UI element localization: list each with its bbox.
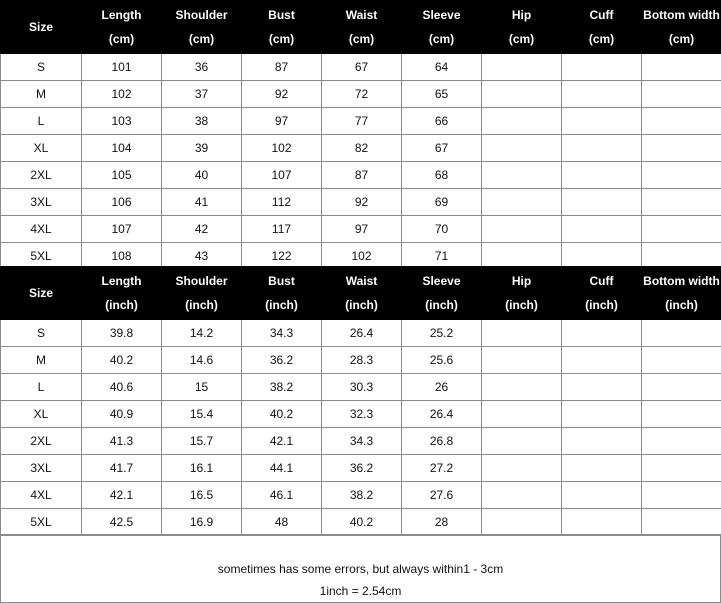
size-table-body [1, 320, 721, 536]
measurement-cell: 36.2 [322, 455, 402, 482]
size-cell: 4XL [1, 216, 82, 243]
column-header-name: Size [28, 286, 53, 300]
column-header-unit: (inch) [345, 298, 378, 312]
size-cell: 2XL [1, 428, 82, 455]
measurement-cell [482, 509, 562, 536]
table-row [1, 81, 721, 108]
size-cell: 2XL [1, 162, 82, 189]
measurement-cell: 67 [322, 54, 402, 81]
measurement-cell: 34.3 [322, 428, 402, 455]
measurement-cell: 102 [322, 243, 402, 270]
column-header-unit: (cm) [108, 32, 135, 46]
measurement-cell: 39.8 [82, 320, 162, 347]
measurement-cell [482, 455, 562, 482]
column-header-unit: (cm) [428, 32, 455, 46]
column-header-unit: (cm) [348, 32, 375, 46]
column-header [322, 267, 402, 320]
measurement-cell: 105 [82, 162, 162, 189]
column-header [402, 267, 482, 320]
measurement-cell: 44.1 [242, 455, 322, 482]
measurement-cell [562, 54, 642, 81]
column-header [242, 1, 322, 54]
measurement-cell [482, 216, 562, 243]
table-row [1, 54, 721, 81]
measurement-cell: 30.3 [322, 374, 402, 401]
size-cell: XL [1, 401, 82, 428]
measurement-cell: 38.2 [322, 482, 402, 509]
measurement-cell: 106 [82, 189, 162, 216]
column-header [1, 267, 82, 320]
measurement-cell: 107 [242, 162, 322, 189]
table-row [1, 135, 721, 162]
header-row [1, 1, 721, 54]
measurement-cell: 16.5 [162, 482, 242, 509]
table-row [1, 216, 721, 243]
measurement-cell [482, 320, 562, 347]
measurement-cell: 36 [162, 54, 242, 81]
measurement-cell: 64 [402, 54, 482, 81]
measurement-cell: 40.2 [242, 401, 322, 428]
measurement-cell [642, 455, 721, 482]
size-cell: S [1, 320, 82, 347]
measurement-cell: 41 [162, 189, 242, 216]
column-header-unit: (inch) [585, 298, 618, 312]
size-cell: 5XL [1, 243, 82, 270]
measurement-cell: 28 [402, 509, 482, 536]
inch-conversion-note: 1inch = 2.54cm [319, 584, 402, 598]
column-header-name: Sleeve [422, 8, 461, 22]
measurement-cell: 38 [162, 108, 242, 135]
measurement-cell: 34.3 [242, 320, 322, 347]
column-header [82, 1, 162, 54]
column-header-unit: (cm) [668, 32, 695, 46]
measurement-cell: 28.3 [322, 347, 402, 374]
column-header-name: Bust [268, 8, 295, 22]
column-header-unit: (inch) [665, 298, 698, 312]
measurement-cell: 25.2 [402, 320, 482, 347]
measurement-cell: 87 [242, 54, 322, 81]
column-header-name: Length [101, 274, 142, 288]
column-header-unit: (cm) [508, 32, 535, 46]
measurement-cell [562, 455, 642, 482]
column-header-name: Hip [511, 8, 532, 22]
measurement-cell: 70 [402, 216, 482, 243]
measurement-cell [562, 428, 642, 455]
measurement-cell [642, 135, 721, 162]
column-header-unit: (inch) [265, 298, 298, 312]
measurement-cell [482, 81, 562, 108]
measurement-cell [562, 162, 642, 189]
measurement-cell: 107 [82, 216, 162, 243]
measurement-cell: 25.6 [402, 347, 482, 374]
measurement-cell [562, 401, 642, 428]
column-header-unit: (cm) [268, 32, 295, 46]
measurement-cell [562, 482, 642, 509]
measurement-cell [482, 401, 562, 428]
measurement-cell: 102 [242, 135, 322, 162]
measurement-cell [562, 509, 642, 536]
column-header [242, 267, 322, 320]
measurement-cell: 117 [242, 216, 322, 243]
measurement-cell: 71 [402, 243, 482, 270]
measurement-cell: 26.8 [402, 428, 482, 455]
measurement-cell [642, 81, 721, 108]
size-cell: 5XL [1, 509, 82, 536]
measurement-cell: 41.3 [82, 428, 162, 455]
column-header [482, 267, 562, 320]
column-header-name: Sleeve [422, 274, 461, 288]
size-cell: 4XL [1, 482, 82, 509]
measurement-cell: 69 [402, 189, 482, 216]
column-header-unit: (inch) [185, 298, 218, 312]
size-table-header [1, 1, 721, 54]
column-header-name: Cuff [589, 8, 614, 22]
measurement-cell: 43 [162, 243, 242, 270]
measurement-cell: 103 [82, 108, 162, 135]
measurement-cell: 26 [402, 374, 482, 401]
measurement-cell: 97 [322, 216, 402, 243]
size-cell: L [1, 108, 82, 135]
column-header [562, 1, 642, 54]
measurement-cell: 66 [402, 108, 482, 135]
measurement-cell [562, 135, 642, 162]
measurement-cell: 92 [322, 189, 402, 216]
column-header-name: Shoulder [175, 274, 228, 288]
size-table-inch [0, 266, 721, 536]
column-header-unit: (cm) [188, 32, 215, 46]
size-cell: 3XL [1, 455, 82, 482]
measurement-cell: 40.6 [82, 374, 162, 401]
column-header-unit: (inch) [505, 298, 538, 312]
measurement-cell [482, 482, 562, 509]
column-header [402, 1, 482, 54]
measurement-cell: 67 [402, 135, 482, 162]
measurement-cell [562, 320, 642, 347]
measurement-cell: 42 [162, 216, 242, 243]
measurement-cell: 92 [242, 81, 322, 108]
measurement-cell [562, 374, 642, 401]
measurement-cell: 122 [242, 243, 322, 270]
measurement-cell: 40.9 [82, 401, 162, 428]
measurement-cell: 101 [82, 54, 162, 81]
header-row [1, 267, 721, 320]
column-header [562, 267, 642, 320]
measurement-cell [562, 108, 642, 135]
measurement-cell: 108 [82, 243, 162, 270]
size-cell: L [1, 374, 82, 401]
measurement-cell: 32.3 [322, 401, 402, 428]
table-row [1, 162, 721, 189]
size-table-body [1, 54, 721, 270]
column-header-name: Bottom width [643, 274, 720, 288]
measurement-cell: 40 [162, 162, 242, 189]
measurement-cell: 40.2 [322, 509, 402, 536]
column-header-unit: (cm) [588, 32, 615, 46]
column-header [482, 1, 562, 54]
measurement-cell: 82 [322, 135, 402, 162]
measurement-cell [482, 54, 562, 81]
table-row [1, 108, 721, 135]
measurement-cell: 46.1 [242, 482, 322, 509]
size-table-header [1, 267, 721, 320]
size-cell: M [1, 81, 82, 108]
column-header-name: Hip [511, 274, 532, 288]
column-header-name: Waist [345, 8, 378, 22]
measurement-cell: 16.1 [162, 455, 242, 482]
column-header [642, 1, 721, 54]
measurement-cell [642, 347, 721, 374]
table-row [1, 374, 721, 401]
measurement-cell: 15.7 [162, 428, 242, 455]
measurement-cell: 42.1 [82, 482, 162, 509]
measurement-cell [482, 162, 562, 189]
table-row [1, 482, 721, 509]
measurement-cell [642, 216, 721, 243]
measurement-cell: 77 [322, 108, 402, 135]
table-row [1, 401, 721, 428]
measurement-cell [482, 108, 562, 135]
table-row [1, 509, 721, 536]
measurement-cell [642, 482, 721, 509]
measurement-cell: 40.2 [82, 347, 162, 374]
table-row [1, 347, 721, 374]
measurement-cell [642, 374, 721, 401]
column-header-name: Bottom width [643, 8, 720, 22]
measurement-cell: 26.4 [402, 401, 482, 428]
table-row [1, 428, 721, 455]
measurement-cell [642, 162, 721, 189]
measurement-cell: 36.2 [242, 347, 322, 374]
measurement-cell [642, 320, 721, 347]
table-row [1, 189, 721, 216]
measurement-cell: 39 [162, 135, 242, 162]
column-header [162, 267, 242, 320]
column-header-name: Size [28, 20, 53, 34]
measurement-cell: 68 [402, 162, 482, 189]
measurement-cell: 27.2 [402, 455, 482, 482]
measurement-cell [482, 135, 562, 162]
measurement-cell: 48 [242, 509, 322, 536]
column-header [1, 1, 82, 54]
measurement-cell [642, 509, 721, 536]
measurement-cell [562, 81, 642, 108]
measurement-cell: 38.2 [242, 374, 322, 401]
measurement-cell: 42.1 [242, 428, 322, 455]
measurement-cell [482, 374, 562, 401]
measurement-cell: 15 [162, 374, 242, 401]
measurement-cell: 42.5 [82, 509, 162, 536]
column-header [642, 267, 721, 320]
measurement-cell: 112 [242, 189, 322, 216]
measurement-cell: 27.6 [402, 482, 482, 509]
measurement-footnote [0, 534, 721, 603]
measurement-cell: 14.2 [162, 320, 242, 347]
measurement-cell [482, 428, 562, 455]
size-table-cm [0, 0, 721, 270]
column-header-unit: (inch) [425, 298, 458, 312]
measurement-cell: 14.6 [162, 347, 242, 374]
measurement-cell [482, 189, 562, 216]
measurement-cell: 104 [82, 135, 162, 162]
measurement-cell [642, 189, 721, 216]
column-header-name: Waist [345, 274, 378, 288]
column-header [322, 1, 402, 54]
measurement-cell [562, 347, 642, 374]
measurement-cell: 72 [322, 81, 402, 108]
column-header [162, 1, 242, 54]
measurement-cell: 97 [242, 108, 322, 135]
measurement-cell: 41.7 [82, 455, 162, 482]
size-cell: M [1, 347, 82, 374]
table-row [1, 455, 721, 482]
measurement-cell: 102 [82, 81, 162, 108]
table-row [1, 320, 721, 347]
measurement-cell: 16.9 [162, 509, 242, 536]
measurement-cell [642, 108, 721, 135]
measurement-cell [642, 428, 721, 455]
measurement-cell [642, 401, 721, 428]
measurement-cell [482, 347, 562, 374]
size-cell: XL [1, 135, 82, 162]
size-cell: 3XL [1, 189, 82, 216]
measurement-cell: 26.4 [322, 320, 402, 347]
column-header-name: Cuff [589, 274, 614, 288]
error-tolerance-note: sometimes has some errors, but always within1 - 3cm [217, 562, 504, 576]
measurement-cell: 87 [322, 162, 402, 189]
measurement-cell: 37 [162, 81, 242, 108]
measurement-cell: 65 [402, 81, 482, 108]
measurement-cell [562, 189, 642, 216]
measurement-cell [642, 54, 721, 81]
measurement-cell [562, 216, 642, 243]
column-header [82, 267, 162, 320]
column-header-name: Length [101, 8, 142, 22]
column-header-unit: (inch) [105, 298, 138, 312]
size-cell: S [1, 54, 82, 81]
column-header-name: Shoulder [175, 8, 228, 22]
column-header-name: Bust [268, 274, 295, 288]
measurement-cell: 15.4 [162, 401, 242, 428]
